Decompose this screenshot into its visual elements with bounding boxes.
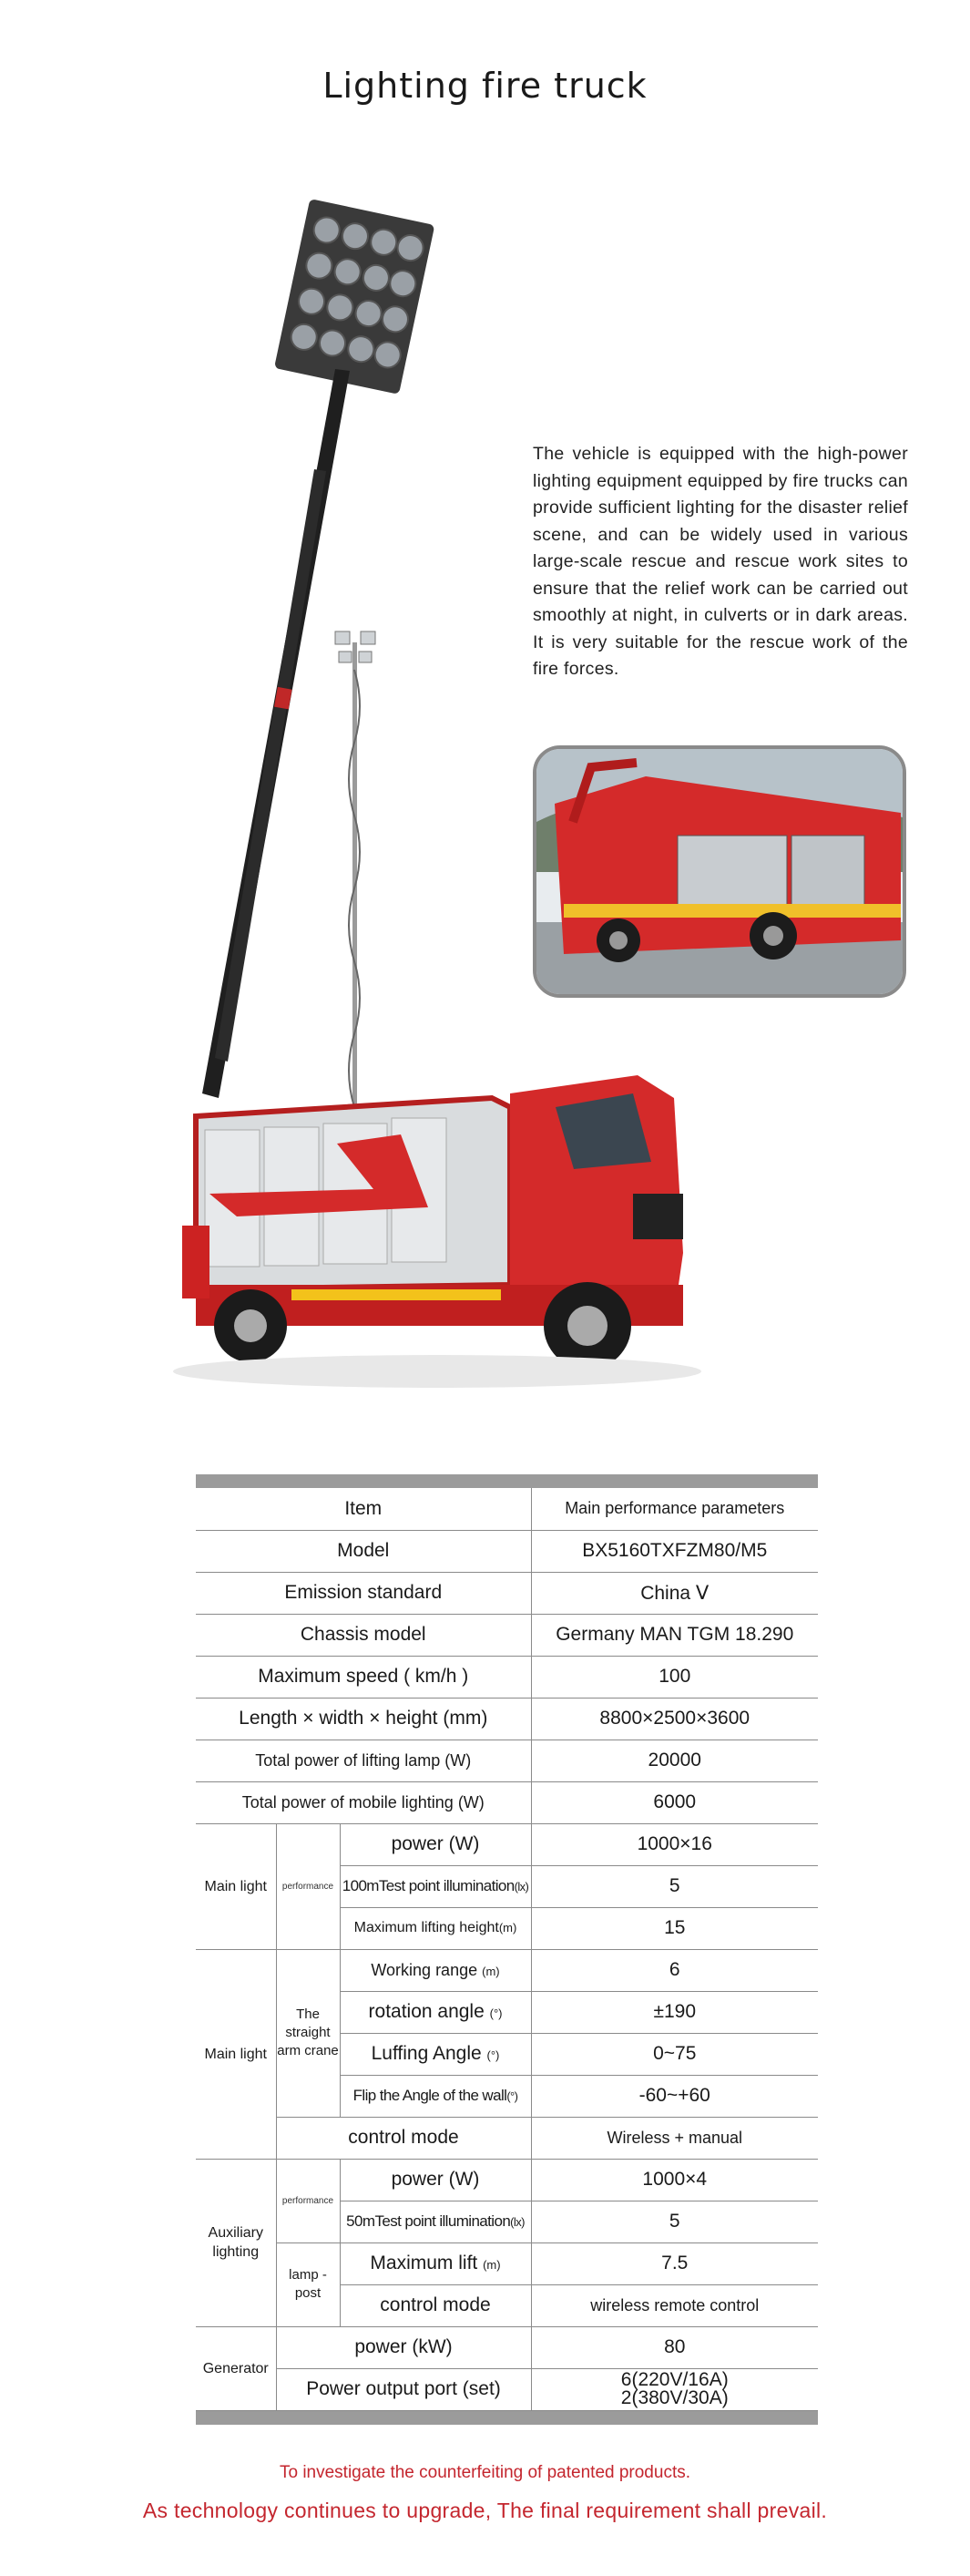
table-row xyxy=(196,1488,818,1530)
row-label-text: Flip the Angle of the wall xyxy=(352,2087,507,2104)
row-label: Model xyxy=(196,1530,531,1572)
row-value: 7.5 xyxy=(531,2242,818,2284)
row-label: Total power of mobile lighting (W) xyxy=(196,1781,531,1823)
table-row xyxy=(196,2368,818,2410)
row-label-text: Working range xyxy=(371,1960,478,1979)
group-generator: Generator xyxy=(196,2326,276,2410)
row-value: 100 xyxy=(531,1656,818,1698)
subgroup-lamp-post: lamp - post xyxy=(276,2242,340,2326)
table-row xyxy=(196,2326,818,2368)
truck-photo-image xyxy=(536,749,903,994)
row-label xyxy=(340,1865,531,1907)
row-unit: (m) xyxy=(498,1921,517,1935)
table-row xyxy=(196,1530,818,1572)
table-row xyxy=(196,2242,818,2284)
group-main-light: Main light xyxy=(196,1823,276,1949)
footer-line-2: As technology continues to upgrade, The final requirement shall prevail. xyxy=(142,2499,828,2522)
row-value: 8800×2500×3600 xyxy=(531,1698,818,1740)
row-unit: (°) xyxy=(506,2089,518,2103)
table-row xyxy=(196,2159,818,2201)
spec-table xyxy=(196,1474,818,2425)
row-label-text: rotation angle xyxy=(368,2001,485,2022)
description-text: The vehicle is equipped with the high-power lighting equipment equipped by fire trucks can provide sufficient lighting for the disaster relief scene, and can be widely used in various large-scale rescue and rescue work sites to ensure that the relief work can be carried out smoothly at night, in culverts or in dark areas. It is very suitable for the rescue work of the fire forces. xyxy=(533,444,908,679)
row-value: 1000×4 xyxy=(531,2159,818,2201)
table-bottom-bar xyxy=(196,2411,818,2425)
row-label-text: Maximum lifting height xyxy=(353,1920,499,1935)
row-value: ±190 xyxy=(531,1991,818,2033)
row-value: Germany MAN TGM 18.290 xyxy=(531,1614,818,1656)
row-value: 0~75 xyxy=(531,2033,818,2075)
row-value: China Ⅴ xyxy=(531,1572,818,1614)
table-row xyxy=(196,1572,818,1614)
row-value: 6 xyxy=(531,1949,818,1991)
spec-grid xyxy=(196,1488,818,2411)
row-value-line: 2(380V/30A) xyxy=(620,2387,729,2408)
row-unit: (m) xyxy=(483,2258,501,2272)
row-label xyxy=(340,2242,531,2284)
row-unit: (°) xyxy=(489,2006,503,2020)
row-label: power (W) xyxy=(340,2159,531,2201)
row-value: 15 xyxy=(531,1907,818,1949)
row-value-line: 6(220V/16A) xyxy=(620,2369,729,2390)
row-label: Chassis model xyxy=(196,1614,531,1656)
table-top-bar xyxy=(196,1474,818,1488)
row-label xyxy=(340,2033,531,2075)
row-label-text: 100mTest point illumination xyxy=(342,1877,515,1894)
row-value: wireless remote control xyxy=(531,2284,818,2326)
table-row xyxy=(196,1823,818,1865)
row-value: 80 xyxy=(531,2326,818,2368)
row-label-text: Luffing Angle xyxy=(371,2043,482,2064)
group-main-light: Main light xyxy=(196,1949,276,2159)
row-value: 6000 xyxy=(531,1781,818,1823)
group-auxiliary: Auxiliary lighting xyxy=(196,2159,276,2326)
row-label: Power output port (set) xyxy=(276,2368,531,2410)
row-value: Wireless + manual xyxy=(531,2117,818,2159)
truck-side-photo xyxy=(533,745,906,998)
row-label: Emission standard xyxy=(196,1572,531,1614)
table-row xyxy=(196,1949,818,1991)
row-value: 1000×16 xyxy=(531,1823,818,1865)
row-label-text: Maximum lift xyxy=(370,2253,478,2273)
row-unit: (lx) xyxy=(510,2215,525,2229)
row-value: 20000 xyxy=(531,1740,818,1781)
page-title: Lighting fire truck xyxy=(322,66,648,106)
row-label: Maximum speed ( km/h ) xyxy=(196,1656,531,1698)
row-unit: (m) xyxy=(482,1964,500,1978)
subgroup-performance: performance xyxy=(276,1823,340,1949)
table-row xyxy=(196,1781,818,1823)
row-label: Total power of lifting lamp (W) xyxy=(196,1740,531,1781)
row-label-text: 50mTest point illumination xyxy=(346,2212,511,2230)
row-label xyxy=(340,2201,531,2242)
row-label: power (kW) xyxy=(276,2326,531,2368)
row-value: BX5160TXFZM80/M5 xyxy=(531,1530,818,1572)
subgroup-crane: The straight arm crane xyxy=(276,1949,340,2117)
row-value: 5 xyxy=(531,1865,818,1907)
row-label xyxy=(340,1991,531,2033)
table-row xyxy=(196,1698,818,1740)
row-value: -60~+60 xyxy=(531,2075,818,2117)
row-label xyxy=(340,1949,531,1991)
row-value xyxy=(531,2368,818,2410)
row-label: power (W) xyxy=(340,1823,531,1865)
row-label: control mode xyxy=(340,2284,531,2326)
row-unit: (lx) xyxy=(514,1880,529,1894)
footer-line-1: To investigate the counterfeiting of patented products. xyxy=(279,2463,691,2482)
subgroup-performance: performance xyxy=(276,2159,340,2242)
table-row xyxy=(196,1656,818,1698)
header-param: Main performance parameters xyxy=(531,1488,818,1530)
row-value: 5 xyxy=(531,2201,818,2242)
row-label xyxy=(340,2075,531,2117)
row-label xyxy=(340,1907,531,1949)
table-row xyxy=(196,2117,818,2159)
table-row xyxy=(196,1740,818,1781)
row-unit: (°) xyxy=(486,2048,500,2062)
row-label: Length × width × height (mm) xyxy=(196,1698,531,1740)
table-row xyxy=(196,1614,818,1656)
header-item: Item xyxy=(196,1488,531,1530)
row-label: control mode xyxy=(276,2117,531,2159)
